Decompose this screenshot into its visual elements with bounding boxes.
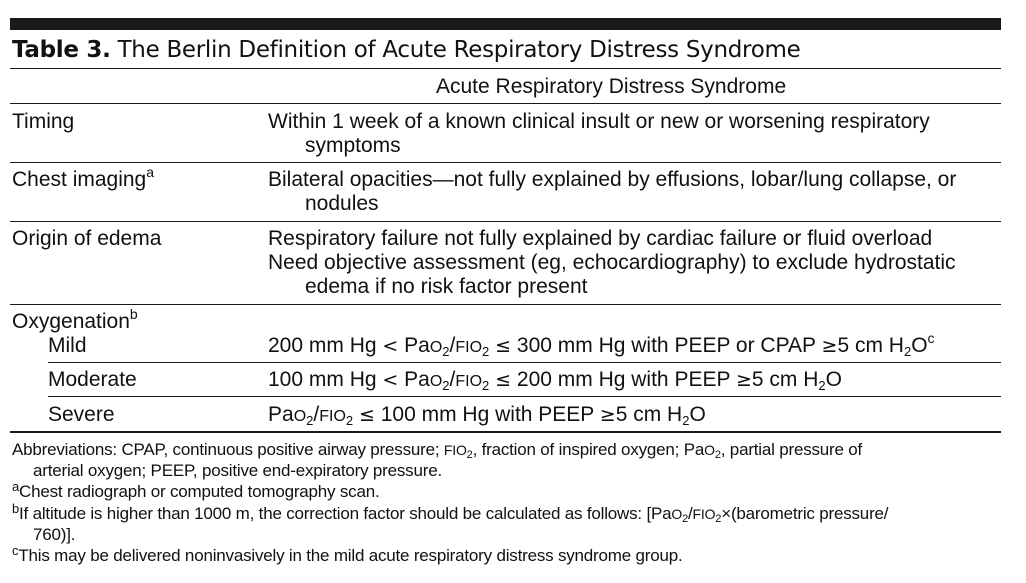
footnote-ref-b: b bbox=[129, 306, 138, 322]
oxygenation-label: Oxygenation bbox=[12, 310, 130, 333]
timing-criteria-line1: Within 1 week of a known clinical insult or new or worsening respiratory bbox=[268, 110, 930, 133]
table-label: Table 3. bbox=[12, 37, 111, 63]
footnote-c: $^c$This may be delivered noninvasively in the mild acute respiratory distress syndrome group. bbox=[12, 543, 683, 565]
table-top-bar bbox=[10, 18, 1001, 30]
footnote-abbreviations-line2: arterial oxygen; PEEP, positive end-expiratory pressure. bbox=[33, 461, 442, 480]
subrow-divider bbox=[48, 362, 1001, 363]
row-label-timing: Timing bbox=[12, 110, 75, 133]
row-label-origin-of-edema: Origin of edema bbox=[12, 227, 162, 250]
timing-criteria-line2: symptoms bbox=[305, 134, 401, 157]
subrow-divider bbox=[48, 396, 1001, 397]
row-label-mild: Mild bbox=[48, 334, 87, 357]
row-label-severe: Severe bbox=[48, 403, 115, 426]
footnote-ref-a: a bbox=[146, 164, 155, 180]
footnote-ref-c: c bbox=[927, 330, 935, 346]
table-title bbox=[12, 36, 800, 64]
footnote-a: $^a$Chest radiograph or computed tomography scan. bbox=[12, 479, 380, 501]
edema-criteria-line1: Respiratory failure not fully explained by cardiac failure or fluid overload bbox=[268, 227, 933, 250]
table-title-text: The Berlin Definition of Acute Respiratory Distress Syndrome bbox=[117, 37, 801, 63]
mild-criteria: 200 mm $Hg < PaO_2/FIO_2 \le 300$ mm Hg with PEEP or CPAP ≥5 cm $H_2O^c$ bbox=[268, 330, 935, 359]
row-label-moderate: Moderate bbox=[48, 368, 137, 391]
severe-criteria: $PaO_2/FIO_2 \le 100$ mm Hg with PEEP ≥5 cm $H_2O$ bbox=[268, 403, 706, 428]
header-rule bbox=[10, 103, 1001, 104]
row-divider bbox=[10, 221, 1001, 222]
edema-criteria-line2: Need objective assessment (eg, echocardiography) to exclude hydrostatic bbox=[268, 251, 956, 274]
chest-criteria-line1: Bilateral opacities—not fully explained by effusions, lobar/lung collapse, or bbox=[268, 168, 957, 191]
row-divider bbox=[10, 304, 1001, 305]
footnote-b: $^b$If altitude is higher than 1000 m, the correction factor should be calculated as follows: [$PaO_2/FIO_2\times(barometric$ pressure/ bbox=[12, 501, 889, 525]
column-header: Acute Respiratory Distress Syndrome bbox=[436, 75, 787, 98]
table-bottom-rule bbox=[10, 431, 1001, 433]
footnote-abbreviations: Abbreviations: CPAP, continuous positive airway pressure; $FIO_2$, fraction of inspired oxygen; PaO$_2$, partial pressure of bbox=[12, 440, 863, 461]
moderate-criteria: 100 mm $Hg < PaO_2/FIO_2 \le 200$ mm Hg with PEEP ≥5 cm $H_2O$ bbox=[268, 368, 842, 393]
title-rule bbox=[10, 68, 1001, 69]
row-divider bbox=[10, 162, 1001, 163]
edema-criteria-line3: edema if no risk factor present bbox=[305, 275, 588, 298]
row-label-chest-imaging bbox=[12, 164, 155, 192]
chest-imaging-label: Chest imaging bbox=[12, 168, 147, 191]
footnote-b-line2: 760)]. bbox=[33, 525, 76, 544]
row-label-oxygenation bbox=[12, 306, 138, 334]
chest-criteria-line2: nodules bbox=[305, 192, 379, 215]
